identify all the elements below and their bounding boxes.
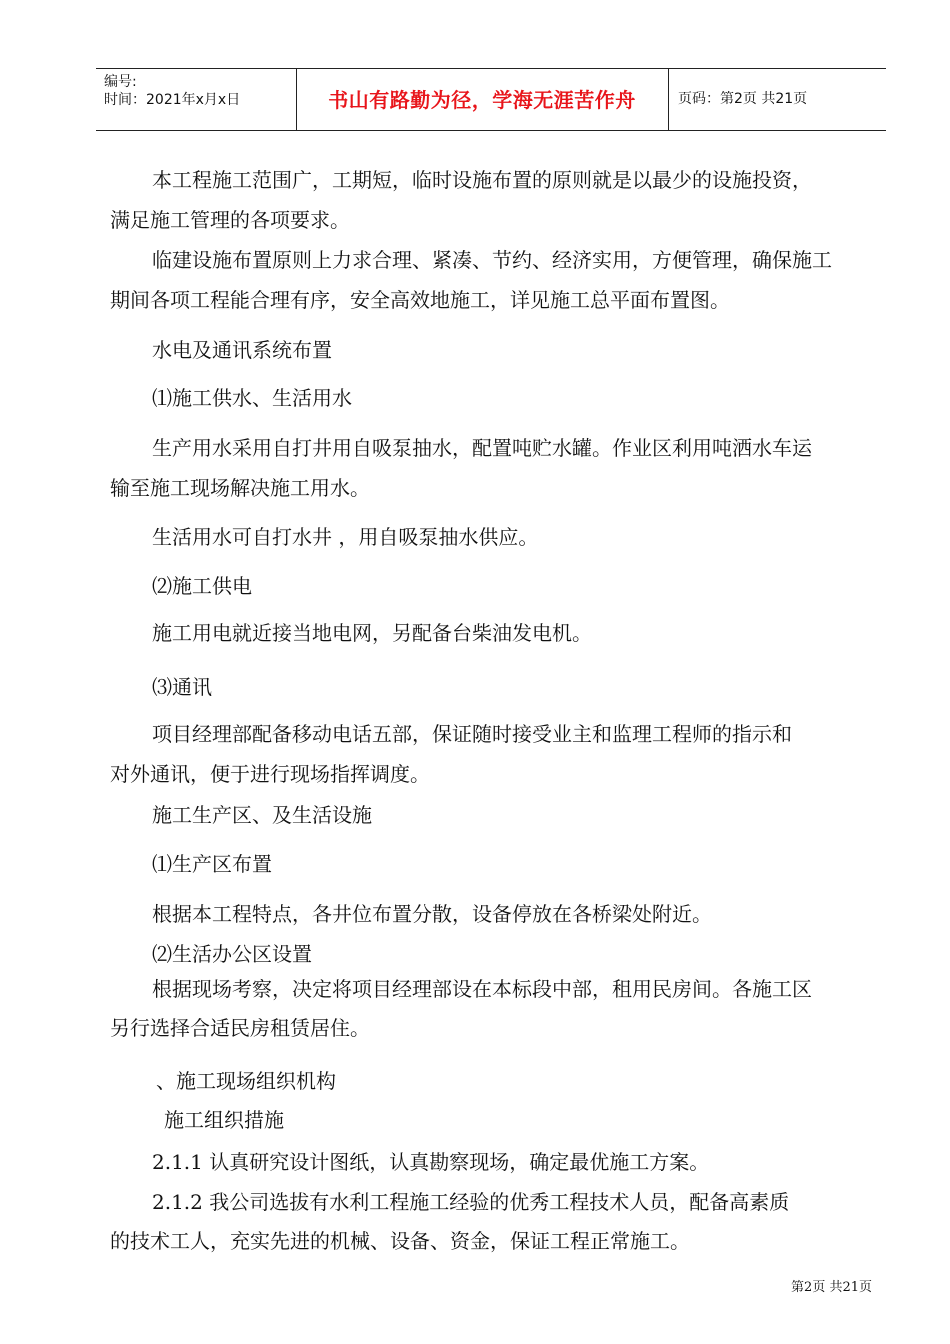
paragraph-line: 本工程施工范围广，工期短，临时设施布置的原则就是以最少的设施投资，: [152, 168, 812, 192]
paragraph-line: 根据本工程特点，各井位布置分散，设备停放在各桥梁处附近。: [152, 902, 712, 926]
paragraph-line: 输至施工现场解决施工用水。: [110, 476, 370, 500]
section-heading: 施工生产区、及生活设施: [152, 803, 372, 827]
header-page-cell: [668, 69, 886, 130]
document-code-label: 编号:: [104, 74, 137, 90]
paragraph-line: 生活用水可自打水井 ，用自吸泵抽水供应。: [152, 525, 539, 549]
header-motto: 书山有路勤为径，学海无涯苦作舟: [328, 88, 636, 112]
page-header: [96, 68, 886, 131]
subsection-heading: ⑶通讯: [152, 675, 212, 699]
paragraph-line: 2.1.2 我公司选拔有水利工程施工经验的优秀工程技术人员，配备高素质: [152, 1190, 790, 1214]
paragraph-line: 满足施工管理的各项要求。: [110, 208, 350, 232]
paragraph-line: 2.1.1 认真研究设计图纸，认真勘察现场，确定最优施工方案。: [152, 1150, 710, 1174]
paragraph-line: 施工用电就近接当地电网，另配备台柴油发电机。: [152, 621, 592, 645]
subsection-heading: ⑴生产区布置: [152, 852, 272, 876]
footer-page-number: 第2页 共21页: [791, 1280, 872, 1295]
header-motto-cell: [296, 69, 669, 130]
paragraph-line: 期间各项工程能合理有序，安全高效地施工，详见施工总平面布置图。: [110, 288, 730, 312]
paragraph-line: 项目经理部配备移动电话五部，保证随时接受业主和监理工程师的指示和: [152, 722, 792, 746]
document-time-label: 时间：2021年x月x日: [104, 92, 241, 108]
subsection-heading: ⑵生活办公区设置: [152, 942, 312, 966]
paragraph-line: 的技术工人，充实先进的机械、设备、资金，保证工程正常施工。: [110, 1229, 690, 1253]
section-heading: 、施工现场组织机构: [156, 1069, 336, 1093]
header-page-number: 页码：第2页 共21页: [678, 91, 808, 107]
subsection-heading: ⑴施工供水、生活用水: [152, 386, 352, 410]
section-heading: 水电及通讯系统布置: [152, 338, 332, 362]
paragraph-line: 临建设施布置原则上力求合理、紧凑、节约、经济实用，方便管理，确保施工: [152, 248, 832, 272]
paragraph-line: 另行选择合适民房租赁居住。: [110, 1016, 370, 1040]
subsection-heading: ⑵施工供电: [152, 574, 252, 598]
paragraph-line: 根据现场考察，决定将项目经理部设在本标段中部，租用民房间。各施工区: [152, 977, 812, 1001]
subsection-heading: 施工组织措施: [164, 1108, 284, 1132]
header-info-cell: [96, 69, 297, 130]
paragraph-line: 对外通讯，便于进行现场指挥调度。: [110, 762, 430, 786]
paragraph-line: 生产用水采用自打井用自吸泵抽水，配置吨贮水罐。作业区利用吨洒水车运: [152, 436, 812, 460]
